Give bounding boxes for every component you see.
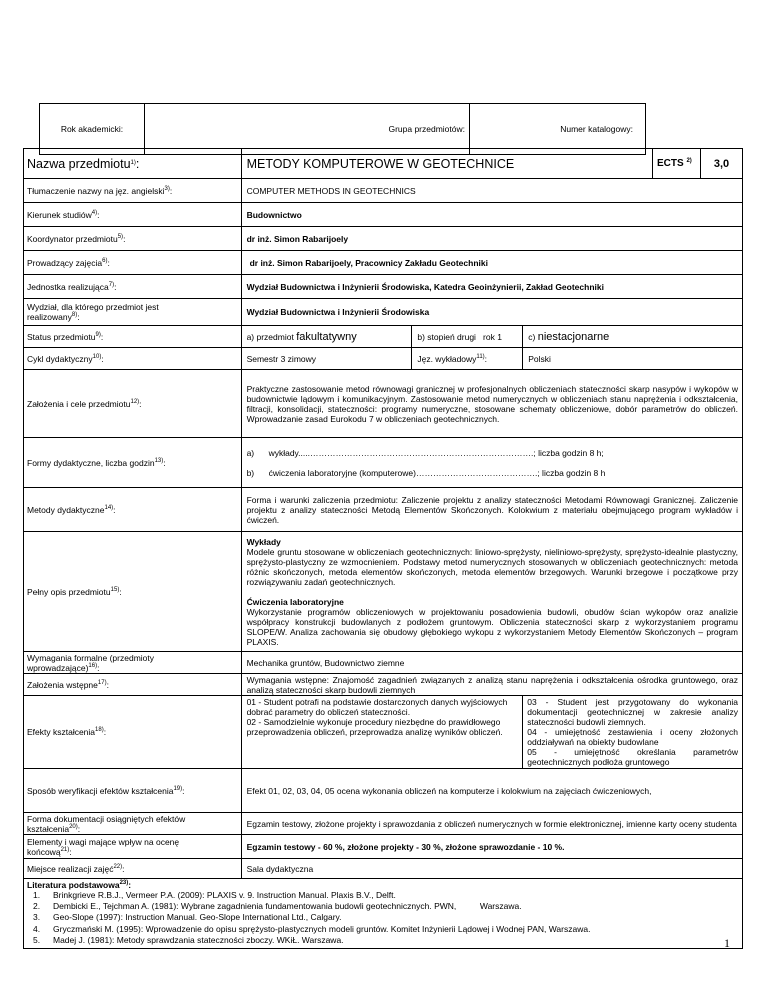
faculty-row: [24, 299, 743, 326]
status-mode: c) niestacjonarne: [523, 326, 743, 348]
location-row: [24, 859, 743, 879]
literature-item-number: 5.: [33, 934, 41, 945]
course-name-label: Nazwa przedmiotu$^{1)}$:: [24, 149, 242, 179]
coordinator-value: dr inż. Simon Rabarijoely: [241, 227, 742, 251]
documentation-label: Forma dokumentacji osiągniętych efektów kształcenia$^{20)}$:: [24, 813, 242, 835]
description-label: Pełny opis przedmiotu$^{15)}$:: [24, 532, 242, 652]
academic-year-label: Rok akademicki:: [60, 124, 124, 134]
lecturers-value: dr inż. Simon Rabarijoely, Pracownicy Zakładu Geotechniki: [241, 251, 742, 275]
title-row: [24, 149, 743, 179]
lectures-text: Modele gruntu stosowane w obliczeniach geotechnicznych: liniowo-sprężysty, nieliniowo-sprężysty, sprężysto-idealnie plastyczny, sprężysto-plastyczny ze wzmocnieniem. Podstawy metod numerycznych stosowanych w obliczeniach geotechnicznych: metoda różnic skończonych, metoda elementów skończonych, metoda elementów brzegowych. Warunki brzegowe i początkowe przy rozwiązywaniu zadań geotechnicznych.: [246, 546, 738, 587]
lecturers-label: Prowadzący zajęcia$^{6)}$:: [24, 251, 242, 275]
weights-label: Elementy i wagi mające wpływ na ocenę końcową$^{21)}$:: [24, 835, 242, 859]
literature-heading: Literatura podstawowa$^{23)}$:: [27, 880, 132, 890]
semester-value: Semestr 3 zimowy: [241, 348, 412, 370]
lectures-line: a) wykłady.....…………………………………………………………………….; liczba godzin 8 h;: [246, 447, 604, 458]
course-group-label: Grupa przedmiotów:: [388, 124, 465, 134]
weights-value: Egzamin testowy - 60 %, złożone projekty - 30 %, złożone sprawozdanie - 10 %.: [241, 835, 742, 859]
labs-text: Wykorzystanie programów obliczeniowych w projektowaniu posadowienia budowli, obudów ścian wykopów oraz analizie współpracy konstrukcji budowlanych z podłożem gruntowym. Obliczenia stateczności skarp z wykorzystaniem programu SLOPE/W. Analiza zachowania się obudowy głębokiego wykopu z wykorzystaniem Metody Elementów Skończonych – program PLAXIS.: [246, 606, 738, 647]
labs-heading: Ćwiczenia laboratoryjne: [246, 596, 344, 607]
unit-value: Wydział Budownictwa i Inżynierii Środowiska, Katedra Geoinżynierii, Zakład Geotechniki: [241, 275, 742, 299]
literature-item-text: Gryczmański M. (1995): Wprowadzenie do opisu sprężysto-plastycznych modeli gruntów. Komitet Inżynierii Lądowej i Wodnej PAN, Warszawa.: [53, 923, 591, 934]
cycle-label: Cykl dydaktyczny$^{10)}$:: [24, 348, 242, 370]
literature-item-text: Madej J. (1981): Metody sprawdzania stateczności zboczy. WKiŁ. Warszawa.: [53, 934, 344, 945]
lectures-heading: Wykłady: [246, 536, 281, 547]
teaching-forms-row: [24, 438, 743, 488]
literature-item-text: Dembicki E., Tejchman A. (1981): Wybrane zagadnienia fundamentowania budowli geotechnicznych. PWN, Warszawa.: [53, 901, 522, 912]
verification-label: Sposób weryfikacji efektów kształcenia$^{19)}$:: [24, 769, 242, 813]
field-of-study-row: [24, 203, 743, 227]
coordinator-label: Koordynator przedmiotu$^{5)}$:: [24, 227, 242, 251]
requirements-label: Wymagania formalne (przedmioty wprowadzające)$^{16)}$:: [24, 652, 242, 674]
status-elective: a) przedmiot fakultatywny: [241, 326, 412, 348]
cycle-row: [24, 348, 743, 370]
catalogue-number-cell: [470, 104, 646, 155]
literature-item: [27, 924, 739, 935]
location-label: Miejsce realizacji zajęć$^{22)}$:: [24, 859, 242, 879]
labs-line: b) ćwiczenia laboratoryjne (komputerowe)…………………………………….; liczba godzin 8 h: [246, 467, 606, 478]
description-value: [241, 532, 742, 652]
methods-row: [24, 488, 743, 532]
literature-item: [27, 890, 739, 901]
teaching-forms-value: [241, 438, 742, 488]
ects-value: 3,0: [701, 149, 743, 179]
requirements-value: Mechanika gruntów, Budownictwo ziemne: [241, 652, 742, 674]
translation-value: COMPUTER METHODS IN GEOTECHNICS: [241, 179, 742, 203]
coordinator-row: [24, 227, 743, 251]
literature-item-number: 1.: [33, 890, 41, 900]
methods-label: Metody dydaktyczne$^{14)}$:: [24, 488, 242, 532]
language-value: Polski: [523, 348, 743, 370]
prerequisites-row: [24, 674, 743, 696]
literature-item-text: Geo-Slope (1997): Instruction Manual. Geo-Slope International Ltd., Calgary.: [53, 912, 342, 923]
outcomes-row: [24, 696, 743, 769]
outcomes-left: 01 - Student potrafi na podstawie dostarczonych danych wyjściowych dobrać parametry do obliczeń stateczności. 02 - Samodzielnie wykonuje procedury niezbędne do prawidłowego przeprowadzenia obliczeń, przeprowadza analizę wyników obliczeń.: [241, 696, 523, 769]
literature-row: [24, 879, 743, 949]
translation-row: [24, 179, 743, 203]
objectives-label: Założenia i cele przedmiotu$^{12)}$:: [24, 370, 242, 438]
literature-item: [27, 901, 739, 912]
unit-label: Jednostka realizująca$^{7)}$:: [24, 275, 242, 299]
verification-value: Efekt 01, 02, 03, 04, 05 ocena wykonania obliczeń na komputerze i kolokwium na zajęciach ćwiczeniowych,: [241, 769, 742, 813]
status-row: [24, 326, 743, 348]
literature-item-number: 4.: [33, 923, 41, 934]
literature-item-number: 2.: [33, 901, 41, 912]
prerequisites-value: Wymagania wstępne: Znajomość zagadnień związanych z analizą stanu naprężenia i odkształcenia ośrodka gruntowego, oraz analizą stateczności skarp budowli ziemnych: [241, 674, 742, 696]
faculty-value: Wydział Budownictwa i Inżynierii Środowiska: [241, 299, 742, 326]
requirements-row: [24, 652, 743, 674]
catalogue-number-label: Numer katalogowy:: [560, 124, 633, 134]
verification-row: [24, 769, 743, 813]
literature-item: [27, 912, 739, 923]
documentation-value: Egzamin testowy, złożone projekty i sprawozdania z obliczeń numerycznych w formie elektronicznej, imienne karty oceny studenta: [241, 813, 742, 835]
outcomes-right: 03 - Student jest przygotowany do wykonania dokumentacji geotechnicznej w zakresie analizy stateczności budowli ziemnych. 04 - umiejętność zestawienia i oceny złożonych oddziaływań na obiekty budowlane 05 - umiejętność określania parametrów geotechnicznych podłoża gruntowego: [523, 696, 743, 769]
literature-item: [27, 935, 739, 946]
methods-value: Forma i warunki zaliczenia przedmiotu: Zaliczenie projektu z analizy stateczności Metodami Równowagi Granicznej. Zaliczenie projektu z analizy stateczności Metodą Elementów Skończonych. Kolokwium z materiału obejmującego program wykładów i ćwiczeń.: [241, 488, 742, 532]
status-degree: b) stopień drugi rok 1: [412, 326, 523, 348]
course-group-cell: [145, 104, 470, 155]
teaching-forms-label: Formy dydaktyczne, liczba godzin$^{13)}$:: [24, 438, 242, 488]
literature-cell: [24, 879, 743, 949]
description-row: [24, 532, 743, 652]
prerequisites-label: Założenia wstępne$^{17)}$:: [24, 674, 242, 696]
objectives-row: [24, 370, 743, 438]
literature-list: [27, 890, 739, 946]
location-value: Sala dydaktyczna: [241, 859, 742, 879]
field-of-study-label: Kierunek studiów$^{4)}$:: [24, 203, 242, 227]
literature-item-text: Brinkgrieve R.B.J., Vermeer P.A. (2009): PLAXIS v. 9. Instruction Manual. Plaxis B.V., Delft.: [53, 890, 396, 900]
literature-item-number: 3.: [33, 912, 41, 923]
objectives-value: Praktyczne zastosowanie metod równowagi granicznej w profesjonalnych obliczeniach stateczności skarp nasypów i wykopów w budownictwie lądowym i komunikacyjnym. Zastosowanie metod numerycznych w obliczeniach stanu naprężenia i odkształcenia, filtracji, konsolidacji, stateczności: programy numeryczne, stosowane schematy obliczeniowe, dobór parametrów do obliczeń. Wprowadzanie zasad Eurokodu 7 w obliczeniach geotechnicznych.: [241, 370, 742, 438]
unit-row: [24, 275, 743, 299]
documentation-row: [24, 813, 743, 835]
course-table: [23, 148, 743, 949]
status-label: Status przedmiotu$^{9)}$:: [24, 326, 242, 348]
faculty-label: Wydział, dla którego przedmiot jest realizowany$^{8)}$:: [24, 299, 242, 326]
page-number: 1: [724, 936, 730, 950]
field-of-study-value: Budownictwo: [241, 203, 742, 227]
outcomes-label: Efekty kształcenia$^{18)}$:: [24, 696, 242, 769]
weights-row: [24, 835, 743, 859]
language-label: Jęz. wykładowy$^{11)}$:: [412, 348, 523, 370]
translation-label: Tłumaczenie nazwy na jęz. angielski$^{3)}$:: [24, 179, 242, 203]
ects-label: ECTS $^{2)}$: [653, 149, 701, 179]
course-name-value: METODY KOMPUTEROWE W GEOTECHNICE: [241, 149, 652, 179]
academic-year-cell: [40, 104, 145, 155]
lecturers-row: [24, 251, 743, 275]
